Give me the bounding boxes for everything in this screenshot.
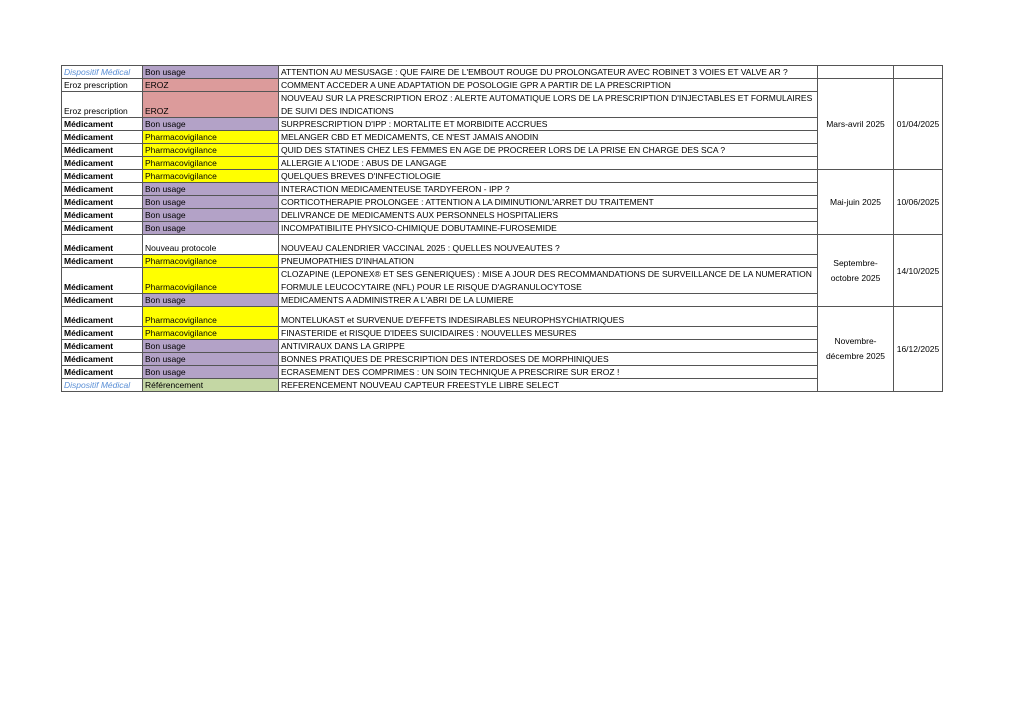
table-row — [62, 294, 943, 307]
title-cell: MEDICAMENTS A ADMINISTRER A L'ABRI DE LA LUMIERE — [279, 294, 818, 307]
table-row — [62, 255, 943, 268]
type-cell: Médicament — [62, 157, 143, 170]
category-cell: Bon usage — [143, 196, 279, 209]
type-cell: Médicament — [62, 255, 143, 268]
table-row — [62, 79, 943, 92]
type-cell: Dispositif Médical — [62, 66, 143, 79]
table-row — [62, 222, 943, 235]
category-cell: Pharmacovigilance — [143, 327, 279, 340]
category-cell: EROZ — [143, 92, 279, 118]
category-cell: Bon usage — [143, 366, 279, 379]
type-cell: Médicament — [62, 294, 143, 307]
category-cell: Bon usage — [143, 66, 279, 79]
type-cell: Médicament — [62, 222, 143, 235]
date-cell: 16/12/2025 — [894, 307, 943, 392]
category-cell: EROZ — [143, 79, 279, 92]
period-cell: Mars-avril 2025 — [818, 79, 894, 170]
type-cell: Médicament — [62, 307, 143, 327]
title-cell: COMMENT ACCEDER A UNE ADAPTATION DE POSOLOGIE GPR A PARTIR DE LA PRESCRIPTION — [279, 79, 818, 92]
title-cell: CLOZAPINE (LEPONEX® ET SES GENERIQUES) : MISE A JOUR DES RECOMMANDATIONS DE SURVEILLANCE DE LA NUMERATION FORMULE LEUCOCYTAIRE (NFL) POUR LE RISQUE D'AGRANULOCYTOSE — [279, 268, 818, 294]
category-cell: Pharmacovigilance — [143, 131, 279, 144]
table-row — [62, 268, 943, 294]
date-cell: 14/10/2025 — [894, 235, 943, 307]
category-cell: Pharmacovigilance — [143, 255, 279, 268]
type-cell: Médicament — [62, 353, 143, 366]
table-row — [62, 144, 943, 157]
title-cell: QUELQUES BREVES D'INFECTIOLOGIE — [279, 170, 818, 183]
category-cell: Pharmacovigilance — [143, 307, 279, 327]
type-cell: Eroz prescription — [62, 79, 143, 92]
type-cell: Médicament — [62, 131, 143, 144]
type-cell: Médicament — [62, 209, 143, 222]
type-cell: Médicament — [62, 183, 143, 196]
type-cell: Médicament — [62, 144, 143, 157]
period-cell: Septembre-octobre 2025 — [818, 235, 894, 307]
table-row — [62, 66, 943, 79]
date-cell: 01/04/2025 — [894, 79, 943, 170]
title-cell: BONNES PRATIQUES DE PRESCRIPTION DES INTERDOSES DE MORPHINIQUES — [279, 353, 818, 366]
publications-table — [61, 65, 943, 392]
category-cell: Bon usage — [143, 340, 279, 353]
category-cell: Nouveau protocole — [143, 235, 279, 255]
type-cell: Médicament — [62, 340, 143, 353]
type-cell: Médicament — [62, 235, 143, 255]
title-cell: MONTELUKAST et SURVENUE D'EFFETS INDESIRABLES NEUROPHSYCHIATRIQUES — [279, 307, 818, 327]
table-row — [62, 235, 943, 255]
type-cell: Médicament — [62, 118, 143, 131]
table-body — [62, 66, 943, 392]
type-cell: Médicament — [62, 196, 143, 209]
category-cell: Pharmacovigilance — [143, 170, 279, 183]
table-row — [62, 131, 943, 144]
title-cell: ANTIVIRAUX DANS LA GRIPPE — [279, 340, 818, 353]
table-row — [62, 366, 943, 379]
period-cell — [818, 66, 894, 79]
table-row — [62, 157, 943, 170]
date-cell — [894, 66, 943, 79]
title-cell: CORTICOTHERAPIE PROLONGEE : ATTENTION A LA DIMINUTION/L'ARRET DU TRAITEMENT — [279, 196, 818, 209]
title-cell: PNEUMOPATHIES D'INHALATION — [279, 255, 818, 268]
category-cell: Pharmacovigilance — [143, 268, 279, 294]
category-cell: Bon usage — [143, 353, 279, 366]
title-cell: DELIVRANCE DE MEDICAMENTS AUX PERSONNELS HOSPITALIERS — [279, 209, 818, 222]
title-cell: NOUVEAU CALENDRIER VACCINAL 2025 : QUELLES NOUVEAUTES ? — [279, 235, 818, 255]
table-row — [62, 353, 943, 366]
title-cell: NOUVEAU SUR LA PRESCRIPTION EROZ : ALERTE AUTOMATIQUE LORS DE LA PRESCRIPTION D'INJECTABLES ET FORMULAIRES DE SUIVI DES INDICATIONS — [279, 92, 818, 118]
table-row — [62, 327, 943, 340]
category-cell: Bon usage — [143, 294, 279, 307]
table-row — [62, 118, 943, 131]
category-cell: Bon usage — [143, 183, 279, 196]
period-cell: Mai-juin 2025 — [818, 170, 894, 235]
table-row — [62, 196, 943, 209]
title-cell: INTERACTION MEDICAMENTEUSE TARDYFERON - IPP ? — [279, 183, 818, 196]
title-cell: INCOMPATIBILITE PHYSICO-CHIMIQUE DOBUTAMINE-FUROSEMIDE — [279, 222, 818, 235]
category-cell: Pharmacovigilance — [143, 144, 279, 157]
title-cell: SURPRESCRIPTION D'IPP : MORTALITE ET MORBIDITE ACCRUES — [279, 118, 818, 131]
title-cell: ATTENTION AU MESUSAGE : QUE FAIRE DE L'EMBOUT ROUGE DU PROLONGATEUR AVEC ROBINET 3 VOIES ET VALVE AR ? — [279, 66, 818, 79]
category-cell: Bon usage — [143, 209, 279, 222]
category-cell: Bon usage — [143, 222, 279, 235]
type-cell: Médicament — [62, 366, 143, 379]
type-cell: Dispositif Médical — [62, 379, 143, 392]
title-cell: MELANGER CBD ET MEDICAMENTS, CE N'EST JAMAIS ANODIN — [279, 131, 818, 144]
title-cell: ECRASEMENT DES COMPRIMES : UN SOIN TECHNIQUE A PRESCRIRE SUR EROZ ! — [279, 366, 818, 379]
table-row — [62, 183, 943, 196]
title-cell: REFERENCEMENT NOUVEAU CAPTEUR FREESTYLE LIBRE SELECT — [279, 379, 818, 392]
title-cell: QUID DES STATINES CHEZ LES FEMMES EN AGE DE PROCREER LORS DE LA PRISE EN CHARGE DES SCA ? — [279, 144, 818, 157]
date-cell: 10/06/2025 — [894, 170, 943, 235]
type-cell: Eroz prescription — [62, 92, 143, 118]
period-cell: Novembre-décembre 2025 — [818, 307, 894, 392]
table-row — [62, 92, 943, 118]
table-row — [62, 307, 943, 327]
category-cell: Référencement — [143, 379, 279, 392]
category-cell: Pharmacovigilance — [143, 157, 279, 170]
table-row — [62, 209, 943, 222]
table-row — [62, 170, 943, 183]
type-cell: Médicament — [62, 327, 143, 340]
category-cell: Bon usage — [143, 118, 279, 131]
title-cell: ALLERGIE A L'IODE : ABUS DE LANGAGE — [279, 157, 818, 170]
title-cell: FINASTERIDE et RISQUE D'IDEES SUICIDAIRES : NOUVELLES MESURES — [279, 327, 818, 340]
table-row — [62, 379, 943, 392]
table-row — [62, 340, 943, 353]
type-cell: Médicament — [62, 268, 143, 294]
type-cell: Médicament — [62, 170, 143, 183]
